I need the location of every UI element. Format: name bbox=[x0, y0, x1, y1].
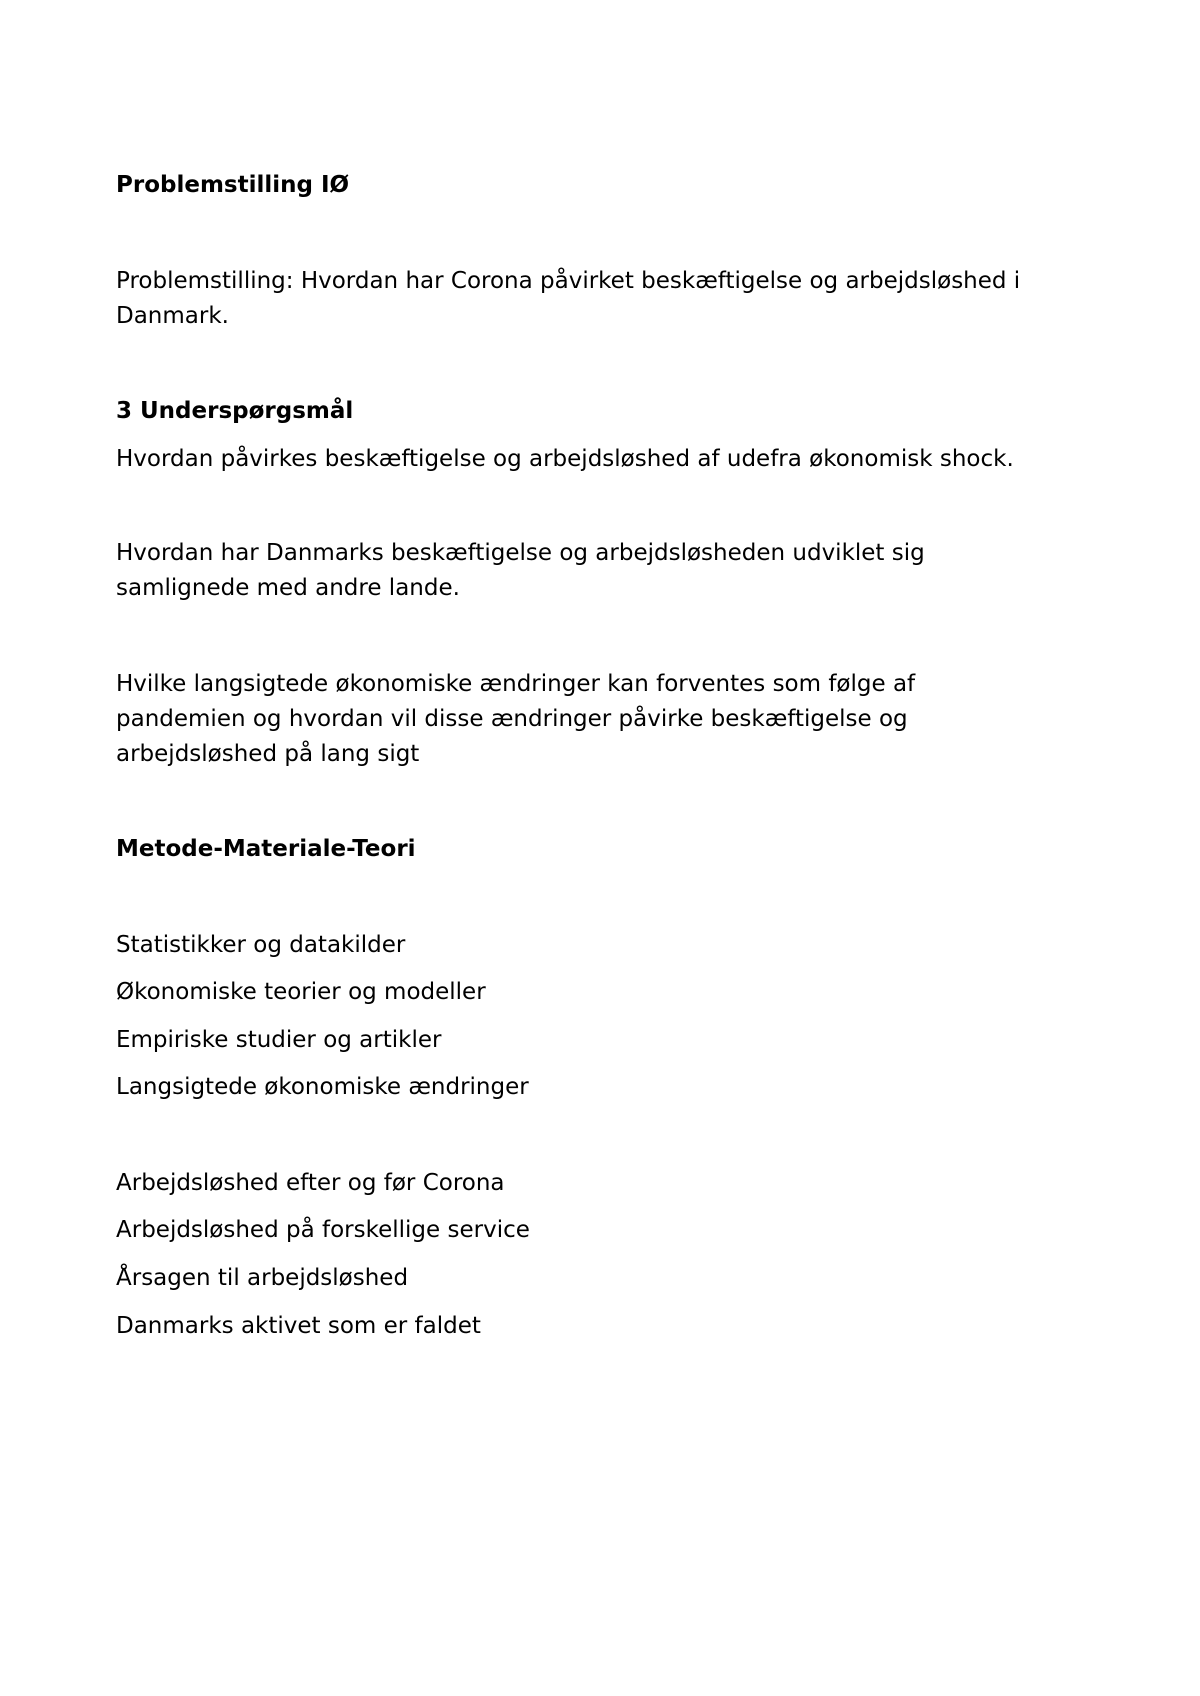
subquestion-3-line-3: arbejdsløshed på lang sigt bbox=[116, 741, 420, 767]
method-item: Langsigtede økonomiske ændringer bbox=[116, 1074, 529, 1100]
topic-item: Danmarks aktivet som er faldet bbox=[116, 1313, 481, 1339]
subquestions-heading: 3 Underspørgsmål bbox=[116, 398, 354, 424]
problem-statement-line-2: Danmark. bbox=[116, 303, 229, 329]
subquestion-2-line-1: Hvordan har Danmarks beskæftigelse og arbejdsløsheden udviklet sig bbox=[116, 540, 925, 566]
method-heading: Metode-Materiale-Teori bbox=[116, 836, 416, 862]
topic-item: Arbejdsløshed på forskellige service bbox=[116, 1217, 530, 1243]
method-item: Økonomiske teorier og modeller bbox=[116, 979, 486, 1005]
topic-item: Arbejdsløshed efter og før Corona bbox=[116, 1170, 505, 1196]
subquestion-3-line-2: pandemien og hvordan vil disse ændringer påvirke beskæftigelse og bbox=[116, 706, 908, 732]
document-title: Problemstilling IØ bbox=[116, 172, 350, 198]
subquestion-1: Hvordan påvirkes beskæftigelse og arbejdsløshed af udefra økonomisk shock. bbox=[116, 446, 1014, 472]
topic-item: Årsagen til arbejdsløshed bbox=[116, 1265, 409, 1291]
method-item: Statistikker og datakilder bbox=[116, 932, 406, 958]
subquestion-3-line-1: Hvilke langsigtede økonomiske ændringer kan forventes som følge af bbox=[116, 671, 916, 697]
problem-statement-line-1: Problemstilling: Hvordan har Corona påvirket beskæftigelse og arbejdsløshed i bbox=[116, 268, 1021, 294]
method-item: Empiriske studier og artikler bbox=[116, 1027, 442, 1053]
subquestion-2-line-2: samlignede med andre lande. bbox=[116, 575, 460, 601]
